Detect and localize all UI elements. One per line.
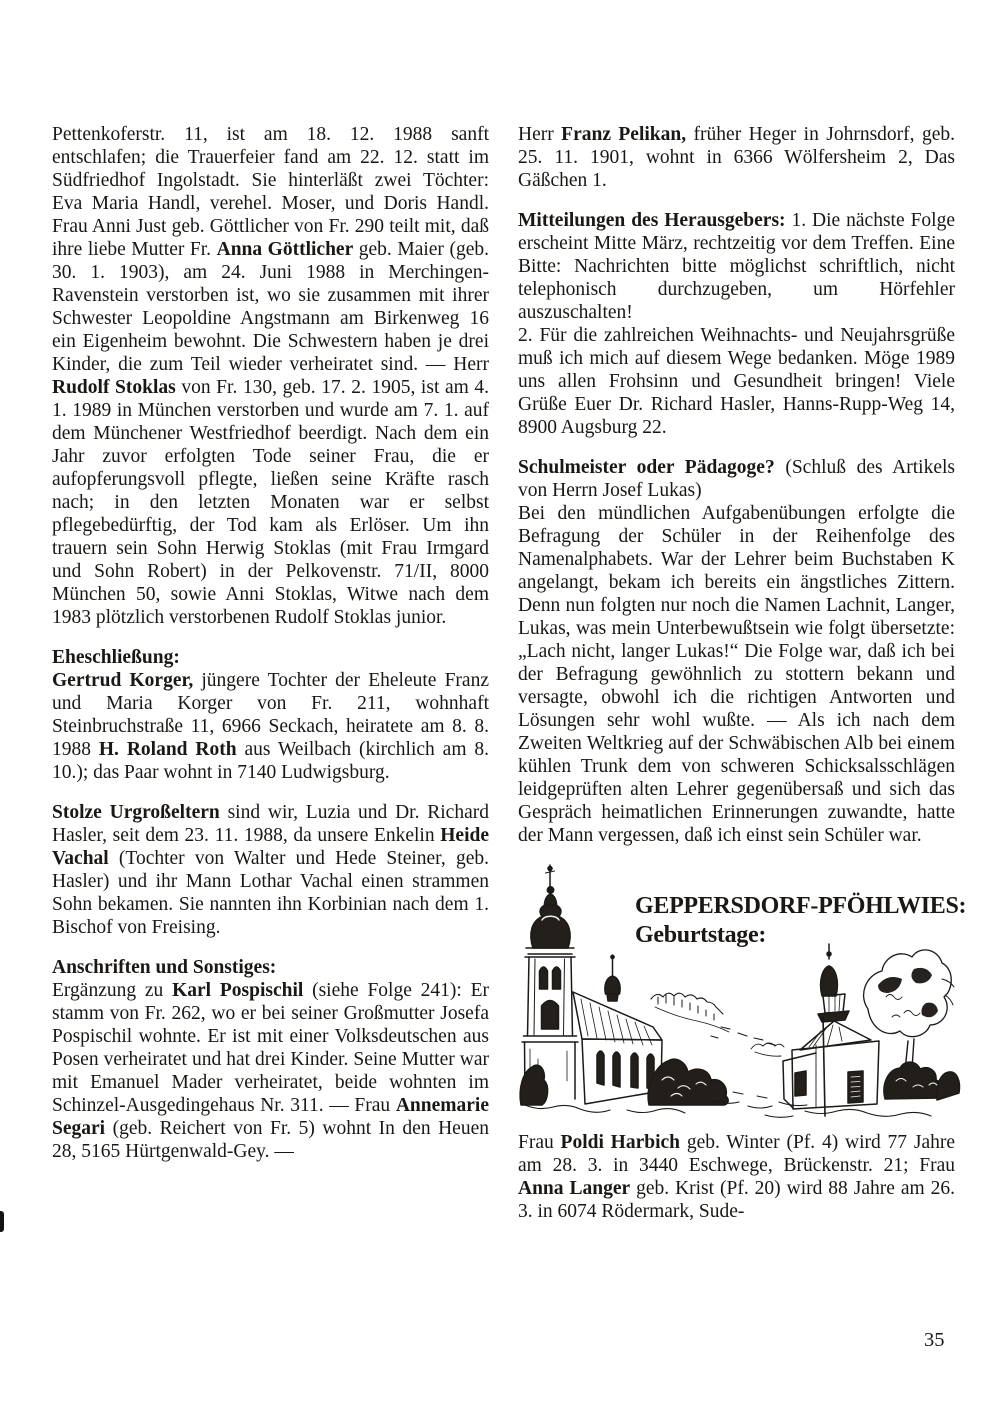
- bold-run: Mitteilungen des Herausgebers:: [518, 210, 786, 231]
- bold-run: Annemarie Segari: [52, 1095, 489, 1139]
- page-number: 35: [924, 1329, 945, 1351]
- geppersdorf-illustration: [505, 859, 965, 1125]
- pelikan-paragraph: [518, 123, 955, 192]
- right-chapel: [751, 944, 879, 1116]
- bold-run: Schulmeister oder Pädagoge?: [518, 457, 775, 478]
- bold-run: H. Roland Roth: [98, 739, 237, 760]
- mitteilungen-paragraph: [518, 209, 955, 439]
- bold-run: Karl Pospischil: [172, 980, 304, 1001]
- heading-anschriften: Anschriften und Sonstiges:: [52, 957, 277, 978]
- front-bushes: [520, 1059, 728, 1105]
- text-run: geb. Krist (Pf. 20) wird 88 Jahre am 26. 3. in 6074 Rödermark, Sude-: [518, 1178, 955, 1222]
- text-run: (siehe Folge 241): Er stamm von Fr. 262, wo er bei seiner Großmutter Josefa Pospischil wohnte. Er ist mit einer Volksdeutschen aus Posen verheiratet und hat drei Kinder. Seine Mutter war mit Emanuel Mader verheiratet, beide wohnten im Schinzel-Ausgedingehaus Nr. 311. — Frau: [52, 980, 489, 1116]
- text-run: geb. Maier (geb. 30. 1. 1903), am 24. Juni 1988 in Merchingen-Ravenstein verstorben ist, wo sie zusammen mit ihrer Schwester Leopoldine Angstmann am Birkenweg 16 ein Eigenheim bewohnt. Die Schwestern haben je drei Kinder, die zum Teil wieder verheiratet sind. — Herr: [52, 239, 489, 375]
- heading-eheschliessung: Eheschließung:: [52, 647, 180, 668]
- text-run: Pettenkoferstr. 11, ist am 18. 12. 1988 sanft entschlafen; die Trauerfeier fand am 22. 12. statt im Südfriedhof Ingolstadt. Sie hinterläßt zwei Töchter: Eva Maria Handl, verehel. Moser, und Doris Handl. Frau Anni Just geb. Göttlicher von Fr. 290 teilt mit, daß ihre liebe Mutter Fr.: [52, 124, 489, 260]
- right-column: [518, 123, 967, 1223]
- left-column: [52, 123, 489, 1163]
- text-run: 1. Die nächste Folge erscheint Mitte März, rechtzeitig vor dem Treffen. Eine Bitte: Nachrichten bitte möglichst schriftlich, nicht telephonisch durchzugeben, um Hörfehler auszuschalten!: [518, 210, 955, 323]
- text-run: Herr: [518, 124, 562, 145]
- text-run: Bei den mündlichen Aufgabenübungen erfolgte die Befragung der Schüler in der Reihenfolge des Namenalphabets. War der Lehrer beim Buchstaben K angelangt, bekam ich bereits ein ängstliches Zittern. Denn nun folgten nur noch die Namen Lachnit, Langer, Lukas, was mein Unterbewußtsein wie folgt übersetzte: „Lach nicht, langer Lukas!“ Die Folge war, daß ich bei der Befragung gewöhnlich zu stottern bekann und versagte, obwohl ich die richtigen Antworten und Lösungen sehr wohl wußte. — Als ich nach dem Zweiten Weltkrieg auf der Schwäbischen Alb bei einem kühlen Trunk dem von schweren Schicksalsschlägen leidgeprüften alten Lehrer gegenübersaß und sich das Gespräch heimatlichen Erinnerungen zuwandte, hatte der Mann vergessen, daß ich einst sein Schüler war.: [518, 503, 955, 846]
- text-run: Frau: [518, 1132, 561, 1153]
- bold-run: Stolze Urgroßeltern: [52, 802, 220, 823]
- text-run: geb. Winter (Pf. 4) wird 77 Jahre am 28. 3. in 3440 Eschwege, Brückenstr. 21; Frau: [518, 1132, 955, 1176]
- text-run: früher Heger in Johrnsdorf, geb. 25. 11. 1901, wohnt in 6366 Wölfersheim 2, Das Gäßchen 1.: [518, 124, 955, 191]
- text-run: (geb. Reichert von Fr. 5) wohnt In den Heuen 28, 5165 Hürtgenwald-Gey. —: [52, 1118, 489, 1162]
- bold-run: Rudolf Stoklas: [52, 377, 176, 398]
- illustration-heading: [635, 892, 966, 950]
- hillside-trees: [651, 993, 775, 1045]
- anschriften-paragraph: [52, 979, 489, 1163]
- text-run: (Schluß des Artikels von Herrn Josef Lukas): [518, 457, 955, 501]
- text-run: von Fr. 130, geb. 17. 2. 1905, ist am 4. 1. 1989 in München verstorben und wurde am 7. 1. auf dem Münchener Westfriedhof beerdigt. Nach dem ein Jahr zuvor erfolgten Tode seiner Frau, die er aufopferungsvoll pflegte, ließen seine Kräfte rasch nach; in den letzten Monaten war er selbst pflegebedürftig, der Tod kam als Erlöser. Um ihn trauern sein Sohn Herwig Stoklas (mit Frau Irmgard und Sohn Robert) in der Pelkovenstr. 71/II, 8000 München 50, sowie Anni Stoklas, Witwe nach dem 1983 plötzlich verstorbenen Rudolf Stoklas junior.: [52, 377, 490, 628]
- right-bushes: [884, 1062, 960, 1100]
- left-church-tower: [522, 865, 578, 1101]
- bold-run: Franz Pelikan,: [561, 124, 687, 145]
- bold-run: Anna Göttlicher: [216, 239, 354, 260]
- bold-run: Poldi Harbich: [560, 1132, 681, 1153]
- geburtstage-paragraph: [518, 1131, 955, 1223]
- illustration-heading-line2: Geburtstage:: [635, 922, 767, 948]
- text-run: 2. Für die zahlreichen Weihnachts- und Neujahrsgrüße muß ich mich auf diesem Wege bedanken. Möge 1989 uns allen Frohsinn und Gesundheit bringen! Viele Grüße Euer Dr. Richard Hasler, Hanns-Rupp-Weg 14, 8900 Augsburg 22.: [518, 325, 955, 438]
- marriage-paragraph: [52, 669, 489, 784]
- bold-run: Anna Langer: [518, 1178, 631, 1199]
- text-run: Ergänzung zu: [52, 980, 173, 1001]
- text-run: (Tochter von Walter und Hede Steiner, geb. Hasler) und ihr Mann Lothar Vachal einen strammen Sohn bekamen. Sie nannten ihn Korbinian nach dem 1. Bischof von Freising.: [52, 848, 489, 938]
- text-run: aus Weilbach (kirchlich am 8. 10.); das Paar wohnt in 7140 Ludwigsburg.: [52, 739, 490, 783]
- left-church-nave: [573, 955, 662, 1104]
- text-run: sind wir, Luzia und Dr. Richard Hasler, seit dem 23. 11. 1988, da unsere Enkelin: [52, 802, 489, 846]
- obituaries-paragraph: [52, 123, 489, 629]
- bold-run: Gertrud Korger,: [52, 670, 194, 691]
- scan-artifact-mark: [0, 1211, 4, 1232]
- bold-run: Heide Vachal: [52, 825, 489, 869]
- illustration-heading-line1: GEPPERSDORF-PFÖHLWIES:: [635, 893, 967, 919]
- urgrosseltern-paragraph: [52, 801, 489, 939]
- schulmeister-paragraph: [518, 456, 955, 847]
- text-run: jüngere Tochter der Eheleute Franz und Maria Korger von Fr. 211, wohnhaft Steinbruchstraße 11, 6966 Seckach, heiratete am 8. 8. 1988: [52, 670, 489, 760]
